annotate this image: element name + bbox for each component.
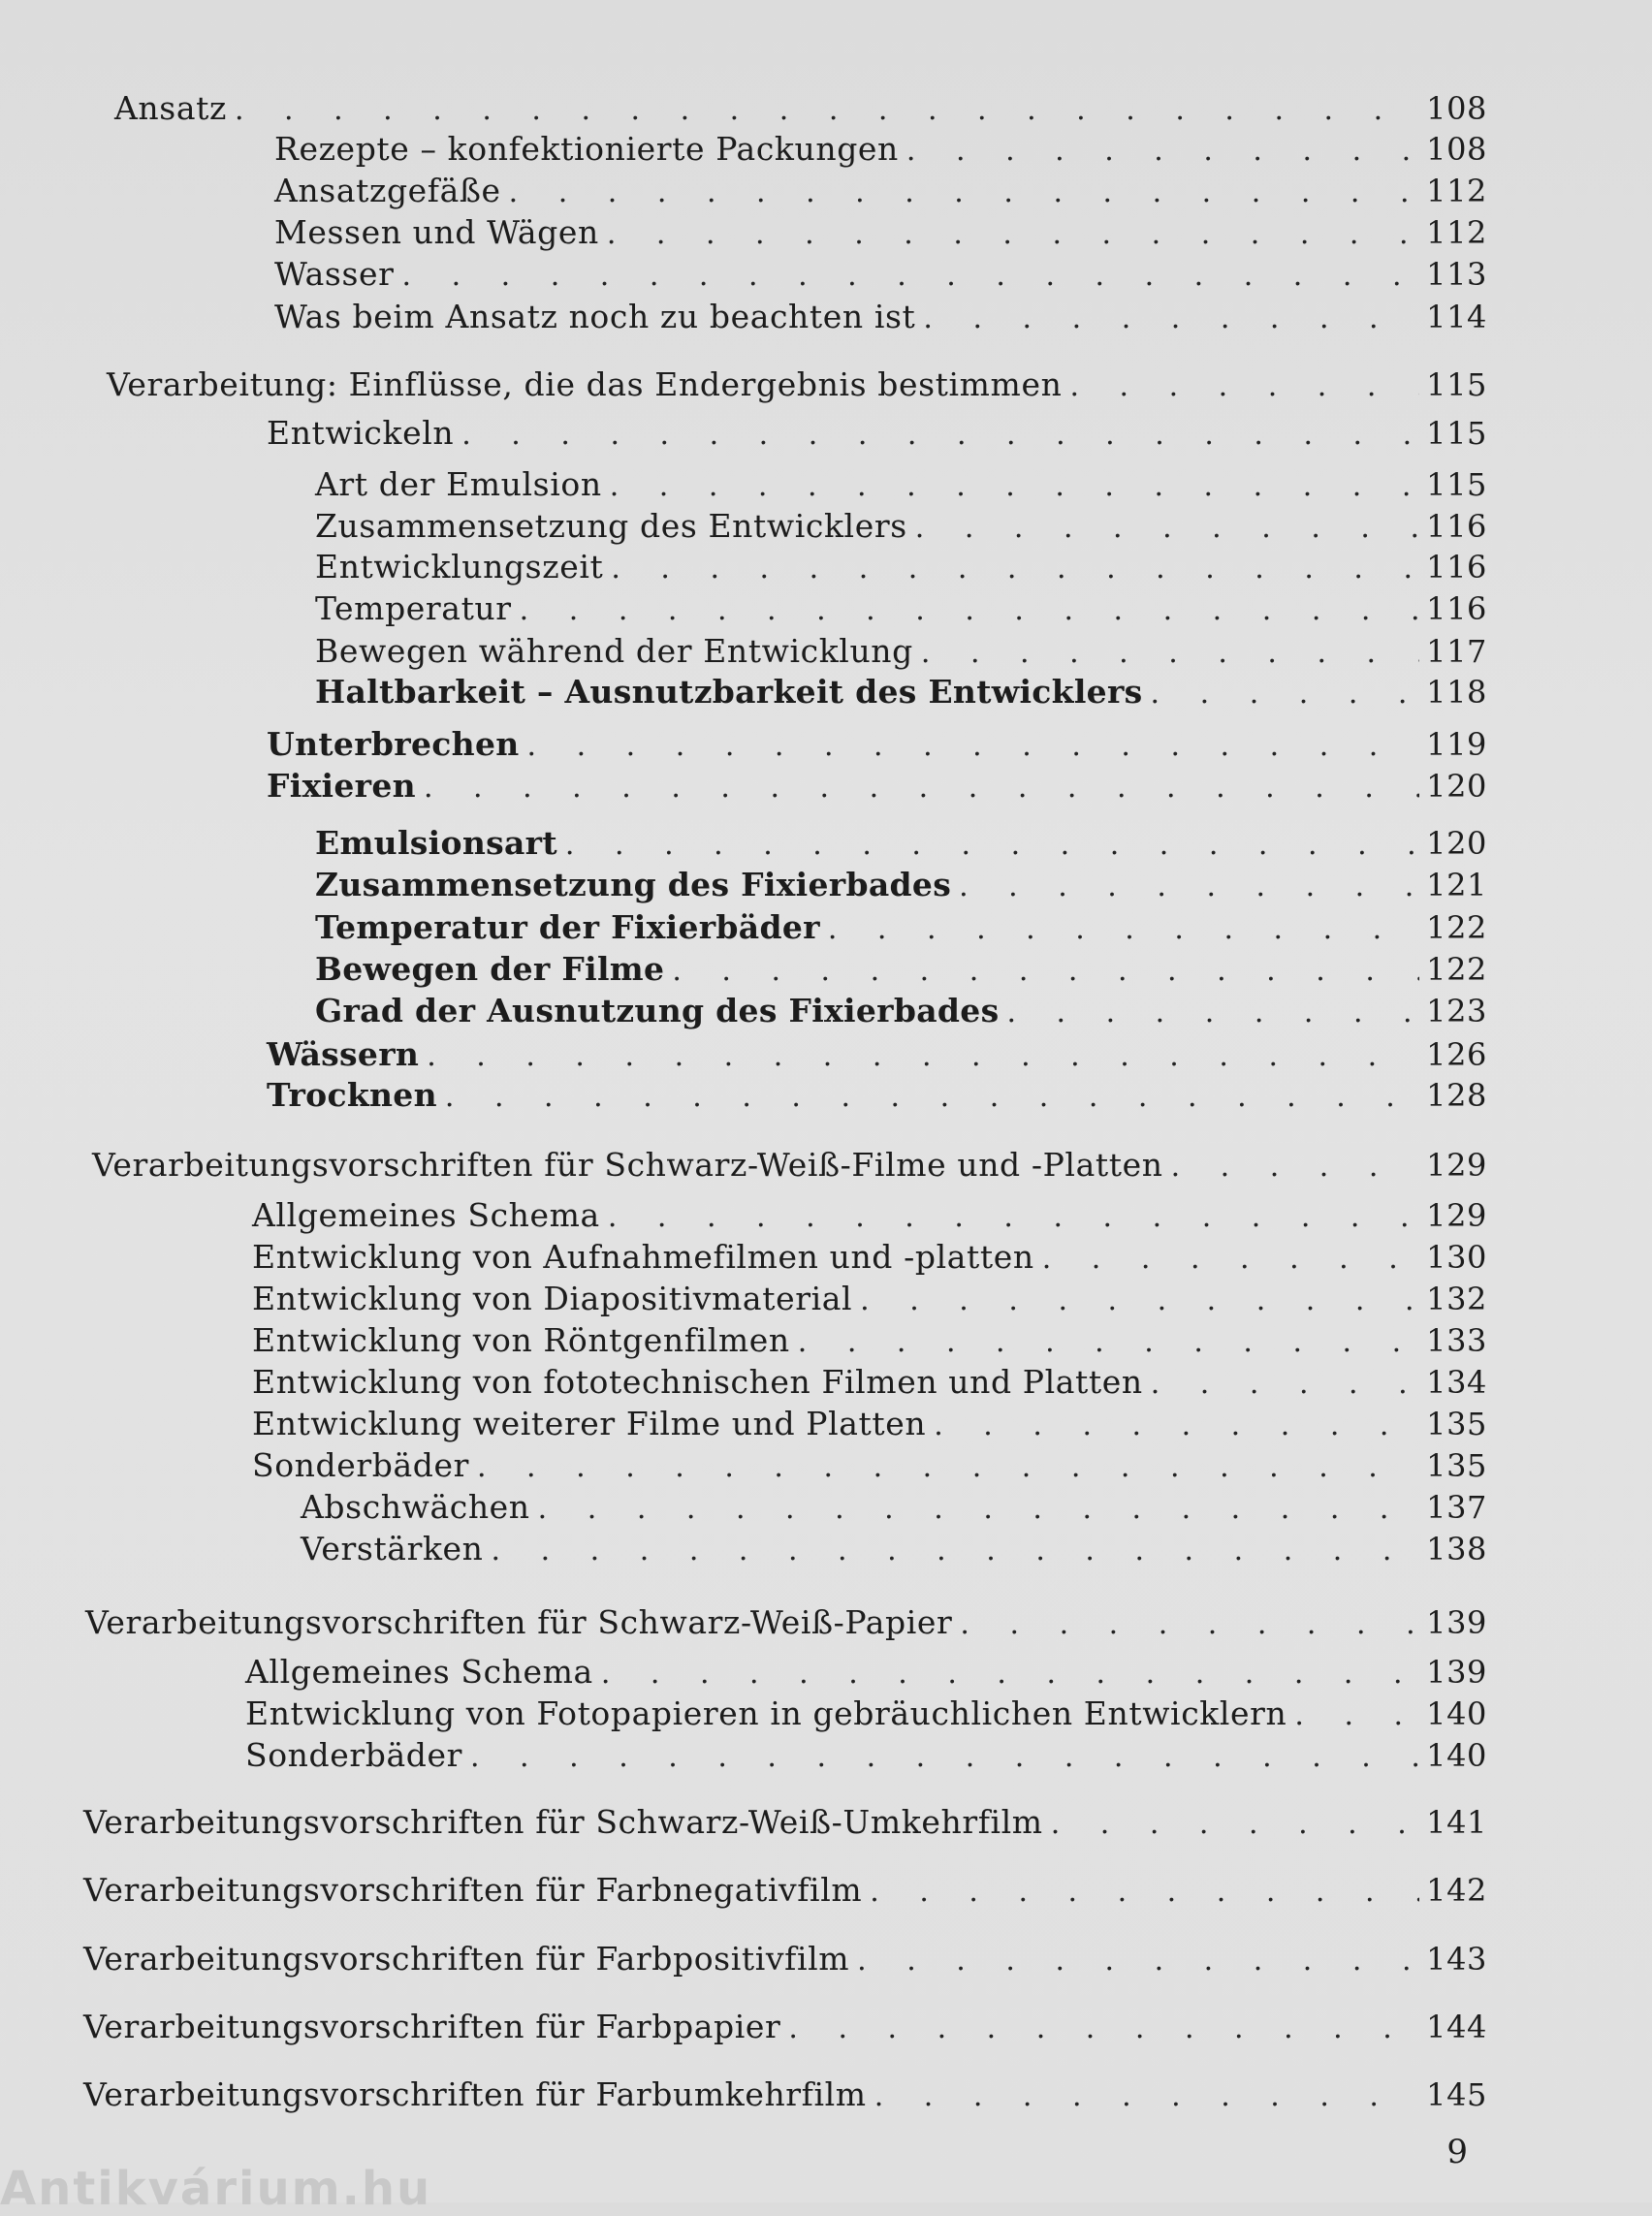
toc-entry-title: Temperatur der Fixierbäder	[315, 908, 820, 946]
dot-leader	[870, 1871, 1419, 1914]
toc-entry-page: 120	[1426, 768, 1487, 805]
toc-entry	[245, 1693, 1487, 1735]
toc-entry-page: 134	[1426, 1364, 1487, 1401]
toc-entry-title: Wasser	[274, 255, 395, 293]
dot-leader	[607, 213, 1419, 256]
toc-entry-title: Verarbeitungsvorschriften für Schwarz-Weiß-Umkehrfilm	[83, 1803, 1043, 1841]
toc-entry-page: 132	[1426, 1281, 1487, 1317]
toc-entry-page: 120	[1426, 825, 1487, 862]
toc-entry-page: 112	[1426, 214, 1487, 251]
toc-entry-page: 123	[1426, 993, 1487, 1029]
dot-leader	[1294, 1694, 1419, 1737]
toc-entry-page: 117	[1426, 633, 1487, 670]
toc-entry	[92, 1144, 1487, 1187]
toc-entry-title: Entwicklung weiterer Filme und Platten	[252, 1405, 927, 1442]
dot-leader	[860, 1280, 1419, 1322]
toc-entry	[315, 948, 1487, 991]
toc-entry	[252, 1236, 1487, 1279]
toc-entry-title: Haltbarkeit – Ausnutzbarkeit des Entwicklers	[315, 673, 1143, 711]
toc-entry-title: Allgemeines Schema	[252, 1196, 600, 1234]
dot-leader	[934, 1405, 1419, 1447]
toc-entry-title: Verarbeitungsvorschriften für Farbumkehrfilm	[83, 2075, 867, 2113]
toc-entry-title: Sonderbäder	[245, 1736, 462, 1774]
toc-entry	[315, 822, 1487, 865]
toc-entry	[274, 211, 1487, 254]
toc-entry	[315, 505, 1487, 548]
toc-entry-page: 116	[1426, 508, 1487, 545]
dot-leader	[565, 824, 1419, 867]
dot-leader	[601, 1653, 1419, 1695]
toc-entry-title: Bewegen während der Entwicklung	[315, 632, 913, 670]
toc-entry	[252, 1403, 1487, 1445]
toc-entry-page: 135	[1426, 1447, 1487, 1484]
toc-entry-page: 115	[1426, 366, 1487, 403]
toc-entry-page: 122	[1426, 909, 1487, 946]
toc-entry-title: Ansatzgefäße	[274, 172, 501, 209]
dot-leader	[608, 1196, 1419, 1239]
dot-leader	[874, 2075, 1419, 2118]
toc-entry-title: Zusammensetzung des Entwicklers	[315, 507, 907, 545]
toc-entry-title: Verarbeitungsvorschriften für Farbpositivfilm	[83, 1940, 850, 1978]
toc-entry	[245, 1651, 1487, 1694]
toc-entry	[274, 253, 1487, 296]
toc-entry-title: Sonderbäder	[252, 1446, 469, 1484]
dot-leader	[1171, 1146, 1419, 1188]
dot-leader	[424, 767, 1419, 809]
toc-entry	[301, 1486, 1487, 1529]
dot-leader	[509, 172, 1419, 214]
toc-entry	[267, 412, 1487, 455]
dot-leader	[923, 298, 1419, 340]
toc-entry-title: Entwicklung von Diapositivmaterial	[252, 1280, 853, 1317]
toc-entry-page: 138	[1426, 1531, 1487, 1567]
dot-leader	[672, 950, 1419, 993]
toc-entry-page: 142	[1426, 1872, 1487, 1909]
dot-leader	[477, 1446, 1419, 1489]
toc-entry-title: Messen und Wägen	[274, 213, 599, 251]
toc-entry-title: Entwicklungszeit	[315, 548, 604, 586]
toc-entry	[83, 1938, 1487, 1980]
toc-entry-title: Entwicklung von Röntgenfilmen	[252, 1321, 790, 1359]
toc-entry	[83, 2074, 1487, 2116]
toc-entry-title: Grad der Ausnutzung des Fixierbades	[315, 992, 1000, 1029]
toc-entry-page: 139	[1426, 1604, 1487, 1641]
toc-entry-title: Verarbeitung: Einflüsse, die das Endergebnis bestimmen	[107, 365, 1063, 403]
toc-entry-page: 137	[1426, 1489, 1487, 1526]
dot-leader	[828, 908, 1419, 951]
toc-entry	[301, 1528, 1487, 1570]
toc-entry-page: 135	[1426, 1406, 1487, 1442]
dot-leader	[1006, 992, 1419, 1034]
toc-entry-page: 118	[1426, 674, 1487, 711]
toc-entry	[315, 587, 1487, 630]
watermark: Antikvárium.hu	[0, 2162, 432, 2216]
toc-entry-page: 121	[1426, 867, 1487, 903]
toc-entry	[274, 296, 1487, 338]
dot-leader	[798, 1321, 1419, 1364]
toc-entry-title: Allgemeines Schema	[245, 1653, 593, 1691]
toc-entry-page: 144	[1426, 2009, 1487, 2045]
toc-entry-title: Ansatz	[114, 89, 227, 127]
dot-leader	[1151, 673, 1419, 715]
toc-entry-page: 143	[1426, 1941, 1487, 1978]
toc-entry	[315, 990, 1487, 1032]
toc-entry	[315, 463, 1487, 506]
toc-entry	[83, 1801, 1487, 1844]
dot-leader	[520, 589, 1419, 632]
toc-entry	[267, 765, 1487, 807]
dot-leader	[611, 548, 1419, 590]
toc-entry-title: Art der Emulsion	[315, 465, 602, 503]
toc-entry-page: 145	[1426, 2076, 1487, 2113]
toc-entry-title: Verstärken	[301, 1530, 484, 1567]
toc-entry	[315, 671, 1487, 713]
toc-entry-page: 112	[1426, 173, 1487, 209]
toc-entry-title: Emulsionsart	[315, 824, 557, 862]
toc-entry-page: 129	[1426, 1197, 1487, 1234]
toc-entry	[315, 546, 1487, 588]
toc-entry	[107, 364, 1487, 406]
dot-leader	[959, 866, 1419, 908]
toc-entry-title: Abschwächen	[301, 1488, 530, 1526]
dot-leader	[915, 507, 1419, 550]
toc-entry-page: 126	[1426, 1036, 1487, 1073]
dot-leader	[1069, 365, 1419, 408]
toc-entry-page: 113	[1426, 256, 1487, 293]
toc-entry	[252, 1319, 1487, 1362]
toc-entry-page: 114	[1426, 299, 1487, 335]
toc-entry-page: 129	[1426, 1147, 1487, 1184]
dot-leader	[470, 1736, 1419, 1779]
toc-entry-title: Entwicklung von Fotopapieren in gebräuchlichen Entwicklern	[245, 1694, 1287, 1732]
toc-entry-title: Verarbeitungsvorschriften für Farbnegativfilm	[83, 1871, 863, 1909]
toc-entry-page: 119	[1426, 726, 1487, 763]
toc-entry-title: Fixieren	[267, 767, 416, 805]
dot-leader	[235, 89, 1419, 132]
toc-entry	[267, 1074, 1487, 1117]
dot-leader	[492, 1530, 1419, 1572]
toc-entry-page: 128	[1426, 1077, 1487, 1114]
toc-entry	[85, 1601, 1487, 1644]
toc-entry	[83, 2006, 1487, 2048]
dot-leader	[788, 2008, 1419, 2050]
toc-entry-page: 115	[1426, 415, 1487, 452]
toc-entry-page: 130	[1426, 1239, 1487, 1276]
toc-entry-page: 141	[1426, 1804, 1487, 1841]
toc-entry	[274, 128, 1487, 171]
dot-leader	[1051, 1803, 1419, 1846]
toc-entry	[114, 87, 1487, 130]
dot-leader	[427, 1035, 1419, 1078]
toc-entry-title: Was beim Ansatz noch zu beachten ist	[274, 298, 916, 335]
toc-entry-page: 116	[1426, 549, 1487, 586]
toc-entry-page: 140	[1426, 1737, 1487, 1774]
toc-entry	[252, 1361, 1487, 1404]
toc-entry-title: Verarbeitungsvorschriften für Schwarz-Weiß-Filme und -Platten	[92, 1146, 1163, 1184]
toc-entry-page: 116	[1426, 590, 1487, 627]
toc-entry	[267, 723, 1487, 766]
dot-leader	[960, 1603, 1419, 1646]
toc-entry-page: 133	[1426, 1322, 1487, 1359]
toc-entry	[252, 1194, 1487, 1237]
toc-entry	[315, 864, 1487, 906]
toc-entry	[315, 906, 1487, 949]
toc-entry	[245, 1734, 1487, 1777]
dot-leader	[461, 414, 1419, 457]
toc-entry-title: Rezepte – konfektionierte Packungen	[274, 130, 899, 168]
toc-entry	[252, 1278, 1487, 1320]
dot-leader	[857, 1940, 1419, 1982]
toc-entry-title: Temperatur	[315, 589, 512, 627]
toc-entry-title: Verarbeitungsvorschriften für Farbpapier	[83, 2008, 781, 2045]
toc-entry	[83, 1869, 1487, 1912]
toc-entry-page: 122	[1426, 951, 1487, 988]
toc-entry-page: 108	[1426, 131, 1487, 168]
toc-entry-title: Zusammensetzung des Fixierbades	[315, 866, 952, 903]
toc-entry-title: Bewegen der Filme	[315, 950, 665, 988]
dot-leader	[1151, 1363, 1419, 1406]
toc-entry	[267, 1033, 1487, 1076]
toc-entry-title: Wässern	[267, 1035, 420, 1073]
dot-leader	[906, 130, 1419, 173]
dot-leader	[402, 255, 1420, 298]
toc-entry	[315, 630, 1487, 673]
toc-entry-title: Unterbrechen	[267, 725, 520, 763]
dot-leader	[1042, 1238, 1419, 1281]
toc-entry-title: Entwickeln	[267, 414, 455, 452]
dot-leader	[610, 465, 1419, 508]
dot-leader	[921, 632, 1419, 675]
toc-entry-title: Entwicklung von fototechnischen Filmen und Platten	[252, 1363, 1143, 1401]
dot-leader	[527, 725, 1419, 768]
toc-entry-page: 139	[1426, 1654, 1487, 1691]
dot-leader	[445, 1076, 1419, 1119]
toc-entry-page: 115	[1426, 466, 1487, 503]
dot-leader	[538, 1488, 1419, 1531]
toc-entry-title: Entwicklung von Aufnahmefilmen und -platten	[252, 1238, 1034, 1276]
page-number: 9	[1446, 2133, 1468, 2171]
toc-entry-title: Verarbeitungsvorschriften für Schwarz-Weiß-Papier	[85, 1603, 953, 1641]
toc-entry-page: 108	[1426, 90, 1487, 127]
toc-entry	[274, 170, 1487, 212]
toc-entry-title: Trocknen	[267, 1076, 437, 1114]
toc-entry	[252, 1444, 1487, 1487]
toc-entry-page: 140	[1426, 1695, 1487, 1732]
